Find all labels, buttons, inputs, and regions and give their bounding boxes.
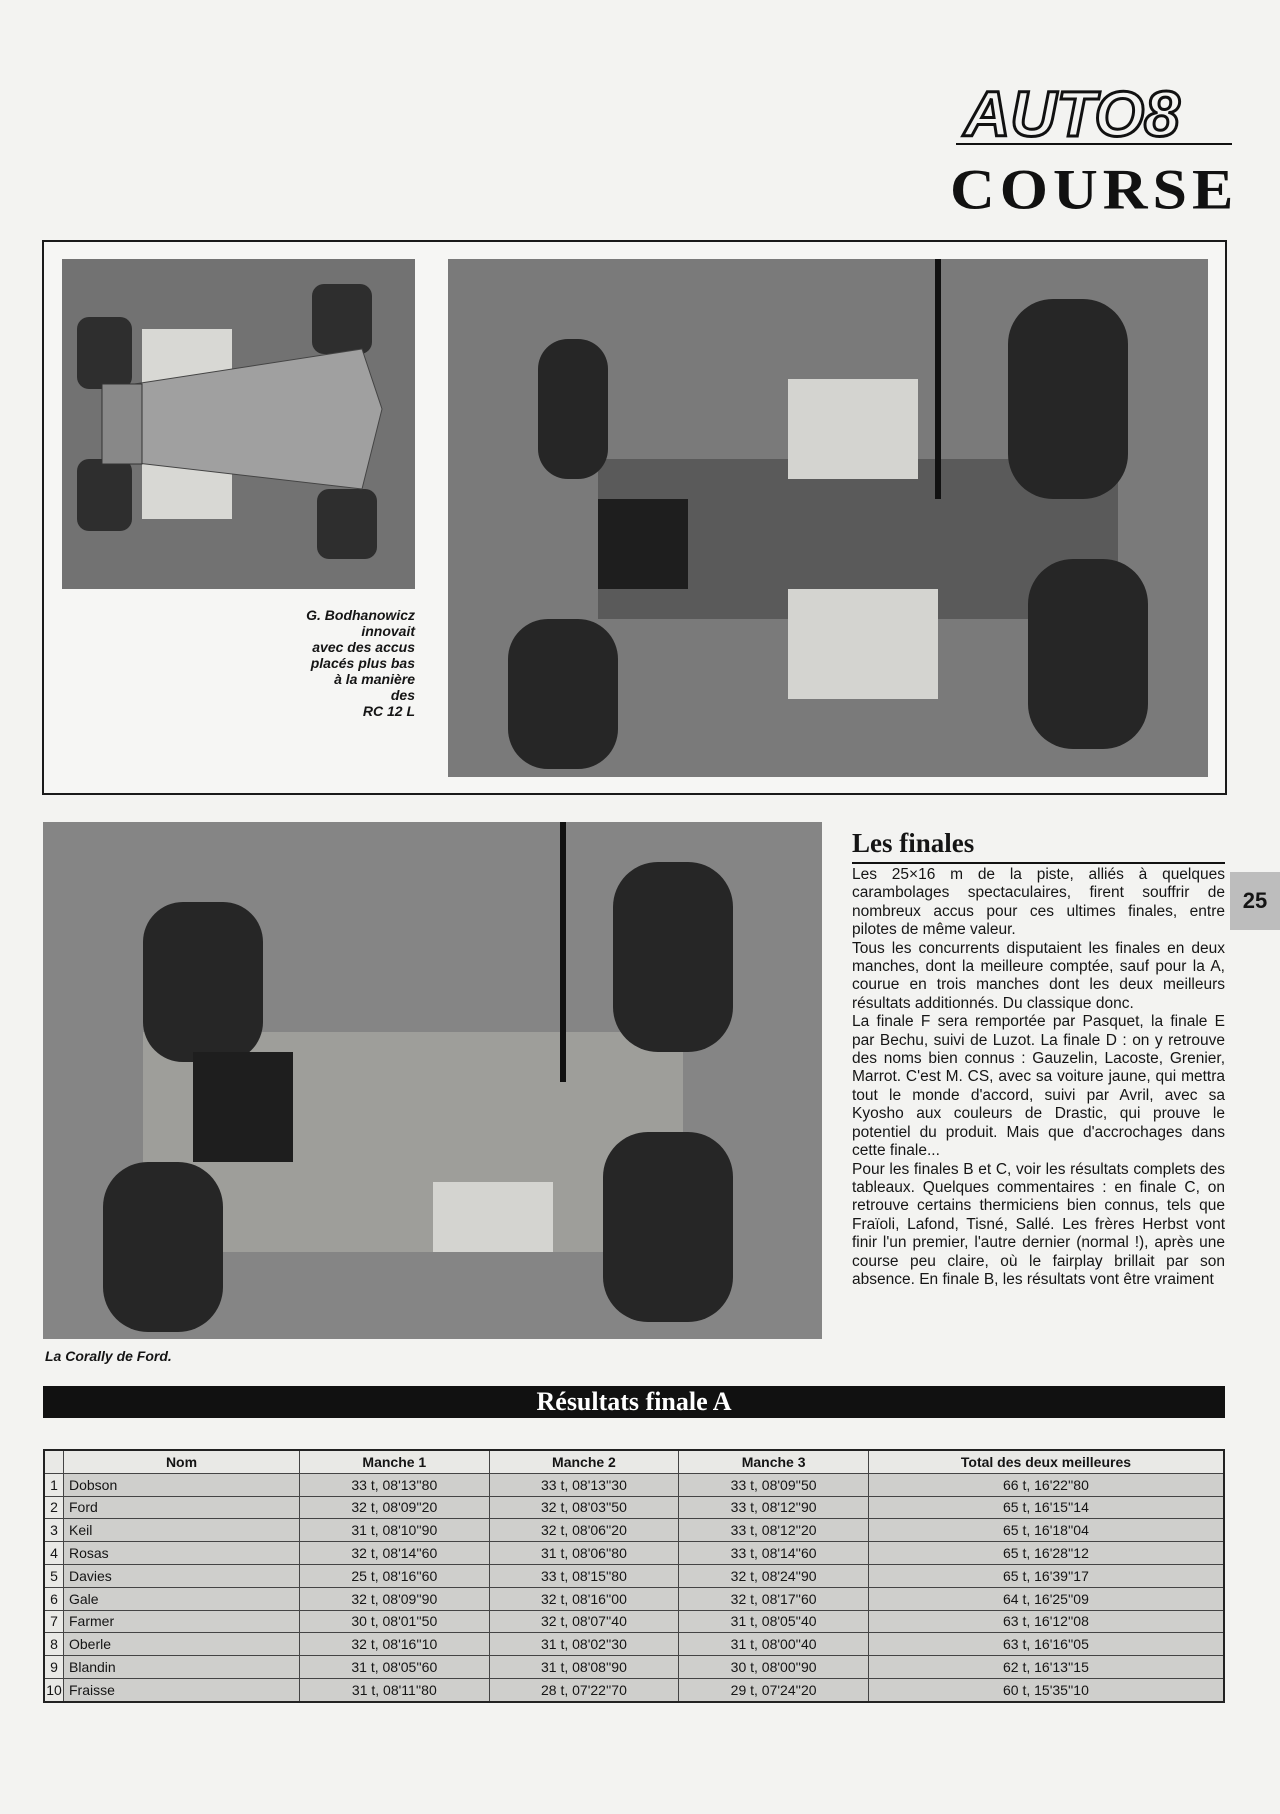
cell-manche-1: 25 t, 08'16''60 bbox=[300, 1564, 490, 1587]
cell-rank: 6 bbox=[44, 1587, 64, 1610]
cell-manche-1: 32 t, 08'09''20 bbox=[300, 1496, 490, 1519]
cell-rank: 9 bbox=[44, 1656, 64, 1679]
cell-manche-2: 33 t, 08'13''30 bbox=[489, 1473, 679, 1496]
cell-manche-1: 32 t, 08'14''60 bbox=[300, 1542, 490, 1565]
cell-total: 63 t, 16'12''08 bbox=[868, 1610, 1224, 1633]
cell-rank: 3 bbox=[44, 1519, 64, 1542]
cell-manche-2: 32 t, 08'07''40 bbox=[489, 1610, 679, 1633]
col-total: Total des deux meilleures bbox=[868, 1450, 1224, 1473]
cell-manche-1: 30 t, 08'01''50 bbox=[300, 1610, 490, 1633]
cell-manche-2: 31 t, 08'06''80 bbox=[489, 1542, 679, 1565]
cell-name: Farmer bbox=[64, 1610, 300, 1633]
table-row bbox=[44, 1473, 1224, 1496]
article-body bbox=[852, 866, 1225, 1289]
cell-manche-1: 31 t, 08'10''90 bbox=[300, 1519, 490, 1542]
cell-total: 63 t, 16'16''05 bbox=[868, 1633, 1224, 1656]
cell-rank: 8 bbox=[44, 1633, 64, 1656]
col-manche-3: Manche 3 bbox=[679, 1450, 869, 1473]
cell-manche-2: 28 t, 07'22''70 bbox=[489, 1678, 679, 1701]
cell-manche-3: 32 t, 08'24''90 bbox=[679, 1564, 869, 1587]
cell-rank: 2 bbox=[44, 1496, 64, 1519]
cell-manche-3: 29 t, 07'24''20 bbox=[679, 1678, 869, 1701]
cell-manche-2: 32 t, 08'06''20 bbox=[489, 1519, 679, 1542]
results-table bbox=[43, 1449, 1225, 1703]
section-title: COURSE bbox=[950, 158, 1239, 222]
cell-total: 64 t, 16'25''09 bbox=[868, 1587, 1224, 1610]
cell-name: Keil bbox=[64, 1519, 300, 1542]
cell-name: Rosas bbox=[64, 1542, 300, 1565]
cell-manche-3: 30 t, 08'00''90 bbox=[679, 1656, 869, 1679]
table-row bbox=[44, 1564, 1224, 1587]
cell-manche-2: 33 t, 08'15''80 bbox=[489, 1564, 679, 1587]
car-photo-corally bbox=[43, 822, 822, 1339]
photo-caption-bodhanowicz: G. Bodhanowicz innovait avec des accus placés plus bas à la manière des RC 12 L bbox=[306, 607, 415, 719]
photo-caption-corally: La Corally de Ford. bbox=[45, 1348, 172, 1364]
auto8-logo bbox=[956, 74, 1232, 148]
article-paragraph: Les 25×16 m de la piste, alliés à quelques carambolages spectaculaires, firent souffrir de nombreux accus pour ces ultimes finales, entre pilotes de même valeur. bbox=[852, 866, 1225, 939]
cell-manche-2: 32 t, 08'16''00 bbox=[489, 1587, 679, 1610]
cell-manche-3: 33 t, 08'09''50 bbox=[679, 1473, 869, 1496]
cell-total: 60 t, 15'35''10 bbox=[868, 1678, 1224, 1701]
table-row bbox=[44, 1519, 1224, 1542]
cell-manche-1: 31 t, 08'11''80 bbox=[300, 1678, 490, 1701]
article-heading: Les finales bbox=[852, 826, 1225, 864]
page-number: 25 bbox=[1230, 872, 1280, 930]
col-rank bbox=[44, 1450, 64, 1473]
cell-total: 65 t, 16'39''17 bbox=[868, 1564, 1224, 1587]
table-row bbox=[44, 1610, 1224, 1633]
cell-manche-2: 31 t, 08'02''30 bbox=[489, 1633, 679, 1656]
table-row bbox=[44, 1587, 1224, 1610]
cell-name: Oberle bbox=[64, 1633, 300, 1656]
cell-name: Gale bbox=[64, 1587, 300, 1610]
cell-manche-3: 31 t, 08'00''40 bbox=[679, 1633, 869, 1656]
cell-rank: 1 bbox=[44, 1473, 64, 1496]
cell-name: Davies bbox=[64, 1564, 300, 1587]
logo-text: AUTO8 bbox=[964, 78, 1180, 148]
cell-name: Blandin bbox=[64, 1656, 300, 1679]
cell-manche-1: 33 t, 08'13''80 bbox=[300, 1473, 490, 1496]
cell-total: 65 t, 16'28''12 bbox=[868, 1542, 1224, 1565]
car-photo-main bbox=[448, 259, 1208, 777]
cell-rank: 5 bbox=[44, 1564, 64, 1587]
cell-name: Ford bbox=[64, 1496, 300, 1519]
cell-manche-3: 33 t, 08'12''90 bbox=[679, 1496, 869, 1519]
cell-manche-2: 31 t, 08'08''90 bbox=[489, 1656, 679, 1679]
cell-total: 65 t, 16'18''04 bbox=[868, 1519, 1224, 1542]
cell-name: Dobson bbox=[64, 1473, 300, 1496]
cell-manche-2: 32 t, 08'03''50 bbox=[489, 1496, 679, 1519]
cell-manche-1: 32 t, 08'16''10 bbox=[300, 1633, 490, 1656]
table-row bbox=[44, 1656, 1224, 1679]
cell-manche-1: 32 t, 08'09''90 bbox=[300, 1587, 490, 1610]
cell-rank: 4 bbox=[44, 1542, 64, 1565]
cell-name: Fraisse bbox=[64, 1678, 300, 1701]
cell-manche-3: 33 t, 08'14''60 bbox=[679, 1542, 869, 1565]
cell-total: 62 t, 16'13''15 bbox=[868, 1656, 1224, 1679]
col-manche-2: Manche 2 bbox=[489, 1450, 679, 1473]
cell-manche-1: 31 t, 08'05''60 bbox=[300, 1656, 490, 1679]
cell-manche-3: 31 t, 08'05''40 bbox=[679, 1610, 869, 1633]
article-paragraph: La finale F sera remportée par Pasquet, la finale E par Bechu, suivi de Luzot. La finale D : on y retrouve des noms bien connus : Gauzelin, Lacoste, Grenier, Marrot. C'est M. CS, avec sa voiture jaune, qui mettra tout le monde d'accord, suivi par Avril, avec sa Kyosho aux couleurs de Drastic, qui prouve le potentiel du produit. Mais que d'accrochages dans cette finale... bbox=[852, 1013, 1225, 1160]
results-title: Résultats finale A bbox=[43, 1386, 1225, 1418]
article-paragraph: Tous les concurrents disputaient les finales en deux manches, dont la meilleure comptée, sauf pour la A, courue en trois manches dont les deux meilleurs résultats additionnés. Du classique donc. bbox=[852, 939, 1225, 1012]
article-paragraph: Pour les finales B et C, voir les résultats complets des tableaux. Quelques commentaires : en finale C, on retrouve certains thermiciens bien connus, tels que Fraïoli, Lafond, Tisné, Sallé. Les frères Herbst vont finir l'un premier, l'autre dernier (normal !), après une course peu claire, où le fairplay brillait par son absence. En finale B, les résultats vont être vraiment bbox=[852, 1160, 1225, 1288]
table-row bbox=[44, 1496, 1224, 1519]
cell-total: 66 t, 16'22''80 bbox=[868, 1473, 1224, 1496]
table-row bbox=[44, 1542, 1224, 1565]
table-row bbox=[44, 1633, 1224, 1656]
cell-manche-3: 32 t, 08'17''60 bbox=[679, 1587, 869, 1610]
table-row bbox=[44, 1678, 1224, 1701]
col-name: Nom bbox=[64, 1450, 300, 1473]
cell-total: 65 t, 16'15''14 bbox=[868, 1496, 1224, 1519]
car-photo-top-view bbox=[62, 259, 415, 589]
col-manche-1: Manche 1 bbox=[300, 1450, 490, 1473]
cell-manche-3: 33 t, 08'12''20 bbox=[679, 1519, 869, 1542]
results-header-row bbox=[44, 1450, 1224, 1473]
cell-rank: 10 bbox=[44, 1678, 64, 1701]
cell-rank: 7 bbox=[44, 1610, 64, 1633]
